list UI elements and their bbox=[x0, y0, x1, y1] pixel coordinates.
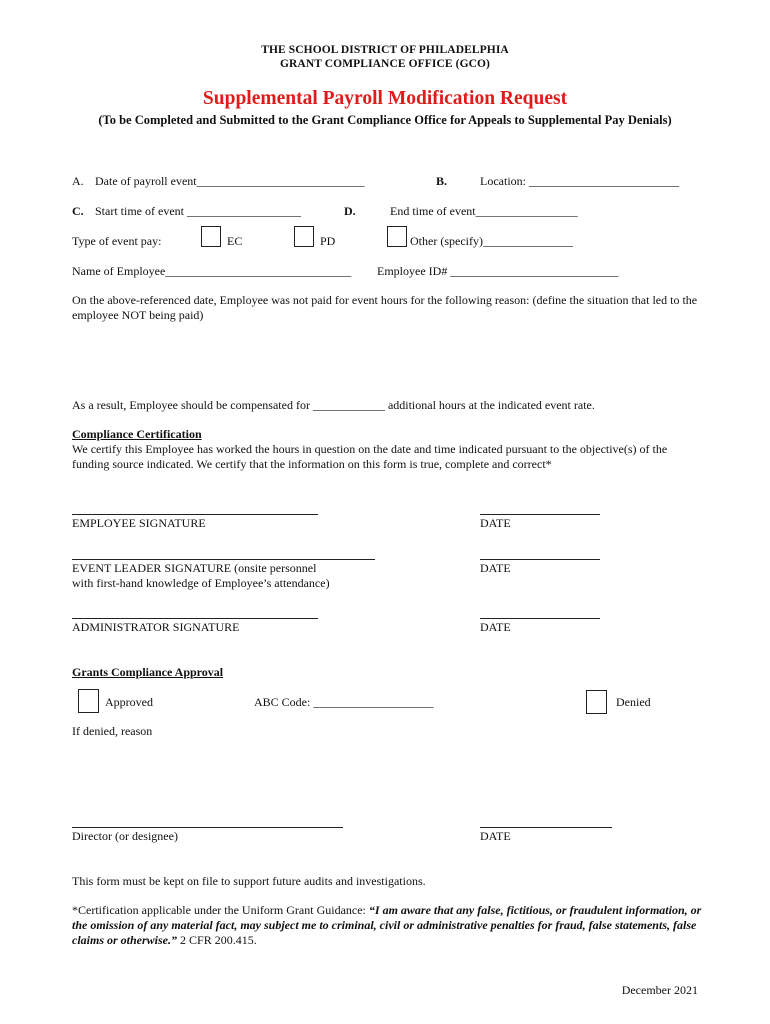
ec-checkbox[interactable] bbox=[201, 226, 221, 247]
director-date-line[interactable] bbox=[480, 827, 612, 828]
certification-footnote bbox=[72, 903, 702, 948]
form-title: Supplemental Payroll Modification Request bbox=[202, 88, 568, 109]
type-of-event-pay-label: Type of event pay: bbox=[72, 234, 162, 248]
form-revision-date: December 2021 bbox=[621, 983, 698, 997]
ec-label: EC bbox=[227, 234, 243, 248]
abc-code-field[interactable]: ABC Code: ____________________ bbox=[254, 695, 434, 709]
administrator-date-line[interactable] bbox=[480, 618, 600, 619]
director-signature-label: Director (or designee) bbox=[72, 829, 178, 843]
employee-name-field[interactable]: Name of Employee_______________________________ bbox=[72, 264, 352, 278]
compensation-statement[interactable]: As a result, Employee should be compensated for ____________ additional hours at the indicated event rate. bbox=[72, 398, 595, 412]
other-checkbox[interactable] bbox=[387, 226, 407, 247]
field-c-marker: C. bbox=[72, 204, 84, 218]
employee-signature-line[interactable] bbox=[72, 514, 318, 515]
administrator-signature-label: ADMINISTRATOR SIGNATURE bbox=[72, 620, 240, 634]
director-signature-line[interactable] bbox=[72, 827, 343, 828]
field-b-marker: B. bbox=[436, 174, 448, 188]
pd-checkbox[interactable] bbox=[294, 226, 314, 247]
denied-label: Denied bbox=[616, 695, 651, 709]
administrator-date-label: DATE bbox=[480, 620, 511, 634]
field-a-marker: A. bbox=[72, 174, 84, 188]
field-d-marker: D. bbox=[344, 204, 356, 218]
other-specify-field[interactable]: Other (specify)_______________ bbox=[410, 234, 573, 248]
event-leader-signature-label: EVENT LEADER SIGNATURE (onsite personnel bbox=[72, 561, 317, 575]
employee-date-label: DATE bbox=[480, 516, 511, 530]
event-leader-date-line[interactable] bbox=[480, 559, 600, 560]
event-leader-date-label: DATE bbox=[480, 561, 511, 575]
director-date-label: DATE bbox=[480, 829, 511, 843]
event-leader-signature-note: with first-hand knowledge of Employee’s attendance) bbox=[72, 576, 330, 590]
office-name: GRANT COMPLIANCE OFFICE (GCO) bbox=[279, 58, 490, 70]
administrator-signature-line[interactable] bbox=[72, 618, 318, 619]
employee-signature-label: EMPLOYEE SIGNATURE bbox=[72, 516, 206, 530]
footnote-citation: 2 CFR 200.415. bbox=[177, 933, 257, 947]
approval-heading: Grants Compliance Approval bbox=[72, 665, 224, 679]
footnote-prefix: *Certification applicable under the Uniform Grant Guidance: bbox=[72, 903, 369, 917]
approved-checkbox[interactable] bbox=[78, 689, 99, 713]
event-leader-signature-line[interactable] bbox=[72, 559, 375, 560]
denied-checkbox[interactable] bbox=[586, 690, 607, 714]
employee-id-field[interactable]: Employee ID# ____________________________ bbox=[377, 264, 619, 278]
form-subtitle: (To be Completed and Submitted to the Grant Compliance Office for Appeals to Supplemental Pay Denials) bbox=[98, 113, 672, 127]
end-time-field[interactable]: End time of event_________________ bbox=[390, 204, 578, 218]
start-time-field[interactable]: Start time of event ___________________ bbox=[95, 204, 301, 218]
certification-body: We certify this Employee has worked the hours in question on the date and time indicated pursuant to the objective(s) of the funding source indicated. We certify that the information on this form is true, complete and correct* bbox=[72, 442, 668, 471]
keep-on-file-note: This form must be kept on file to support future audits and investigations. bbox=[72, 874, 426, 888]
certification-heading: Compliance Certification bbox=[72, 427, 202, 441]
pd-label: PD bbox=[320, 234, 336, 248]
if-denied-reason-label: If denied, reason bbox=[72, 724, 153, 738]
reason-instructions: On the above-referenced date, Employee was not paid for event hours for the following reason: (define the situation that led to the employee NOT being paid) bbox=[72, 293, 698, 322]
date-of-payroll-event-field[interactable]: Date of payroll event____________________________ bbox=[95, 174, 365, 188]
approved-label: Approved bbox=[105, 695, 153, 709]
district-name: THE SCHOOL DISTRICT OF PHILADELPHIA bbox=[261, 44, 509, 56]
footnote-quote: “I am aware that any false, fictitious, or fraudulent information, or the omission of any material fact, may subject me to criminal, civil or administrative penalties for fraud, false statements, false claims or otherwise.” bbox=[72, 903, 702, 947]
location-field[interactable]: Location: _________________________ bbox=[480, 174, 679, 188]
employee-date-line[interactable] bbox=[480, 514, 600, 515]
